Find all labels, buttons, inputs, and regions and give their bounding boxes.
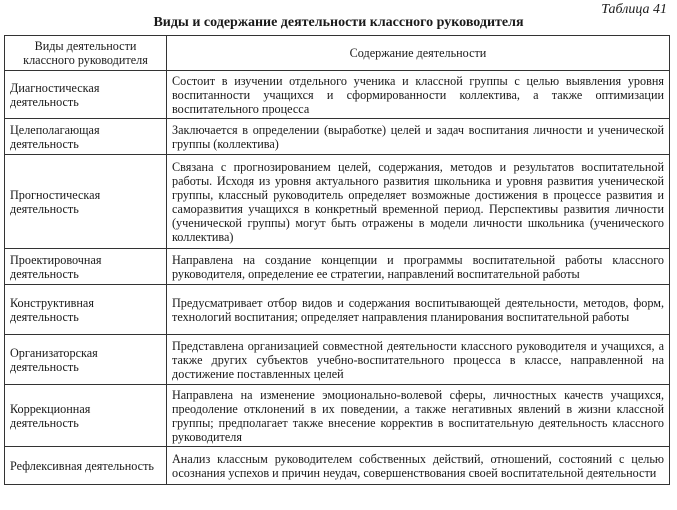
row-kind: Коррекционная деятельность [5, 385, 167, 447]
header-content: Содержание деятельности [167, 36, 670, 71]
row-content: Направлена на создание концепции и программы воспитательной работы классного руководителя, определение ее стратегии, направлений воспитательной работы [167, 249, 670, 285]
row-kind: Диагностическая деятельность [5, 71, 167, 119]
row-content: Состоит в изучении отдельного ученика и классной группы с целью выявления уровня воспитанности учащихся и сформированности коллектива, а также оптимизации воспитательного процесса [167, 71, 670, 119]
table-row [5, 335, 670, 385]
table-row [5, 119, 670, 155]
row-content: Представлена организацией совместной деятельности классного руководителя и учащихся, а также других субъектов учебно-воспитательного процесса в классе, направленной на достижение поставленных целей [167, 335, 670, 385]
table-row [5, 249, 670, 285]
activities-table [4, 35, 670, 485]
table-row [5, 285, 670, 335]
row-kind: Проектировочная деятельность [5, 249, 167, 285]
row-content: Заключается в определении (выработке) целей и задач воспитания личности и ученической группы (коллектива) [167, 119, 670, 155]
row-content: Связана с прогнозированием целей, содержания, методов и результатов воспитательной работы. Исходя из уровня актуального развития школьника и уровня развития ученической группы, классный руководитель определяет возможные достижения в процессе развития и саморазвития учащихся в конкретный временной период. Перспективы развития личности (ученической группы) могут быть отражены в модели личности школьника (ученического коллектива) [167, 155, 670, 249]
row-content: Предусматривает отбор видов и содержания воспитывающей деятельности, методов, форм, технологий воспитания; определяет направления планирования воспитательной работы [167, 285, 670, 335]
table-number: Таблица 41 [601, 2, 667, 17]
row-content: Анализ классным руководителем собственных действий, отношений, состояний с целью осознания успехов и причин неудач, совершенствования своей воспитательной деятельности [167, 447, 670, 485]
table-row [5, 71, 670, 119]
row-kind: Рефлексивная деятельность [5, 447, 167, 485]
table-row [5, 155, 670, 249]
table-row [5, 385, 670, 447]
header-kind: Виды деятельности классного руководителя [5, 36, 167, 71]
table-header-row [5, 36, 670, 71]
row-kind: Целеполагающая деятельность [5, 119, 167, 155]
row-kind: Конструктивная деятельность [5, 285, 167, 335]
row-kind: Прогностическая деятельность [5, 155, 167, 249]
table-row [5, 447, 670, 485]
row-content: Направлена на изменение эмоционально-волевой сферы, личностных качеств учащихся, преодоление отклонений в их поведении, а также негативных явлений в жизни классной группы; предполагает также внесение корректив в воспитательную деятельность классного руководителя [167, 385, 670, 447]
table-title: Виды и содержание деятельности классного руководителя [153, 15, 524, 30]
row-kind: Организаторская деятельность [5, 335, 167, 385]
